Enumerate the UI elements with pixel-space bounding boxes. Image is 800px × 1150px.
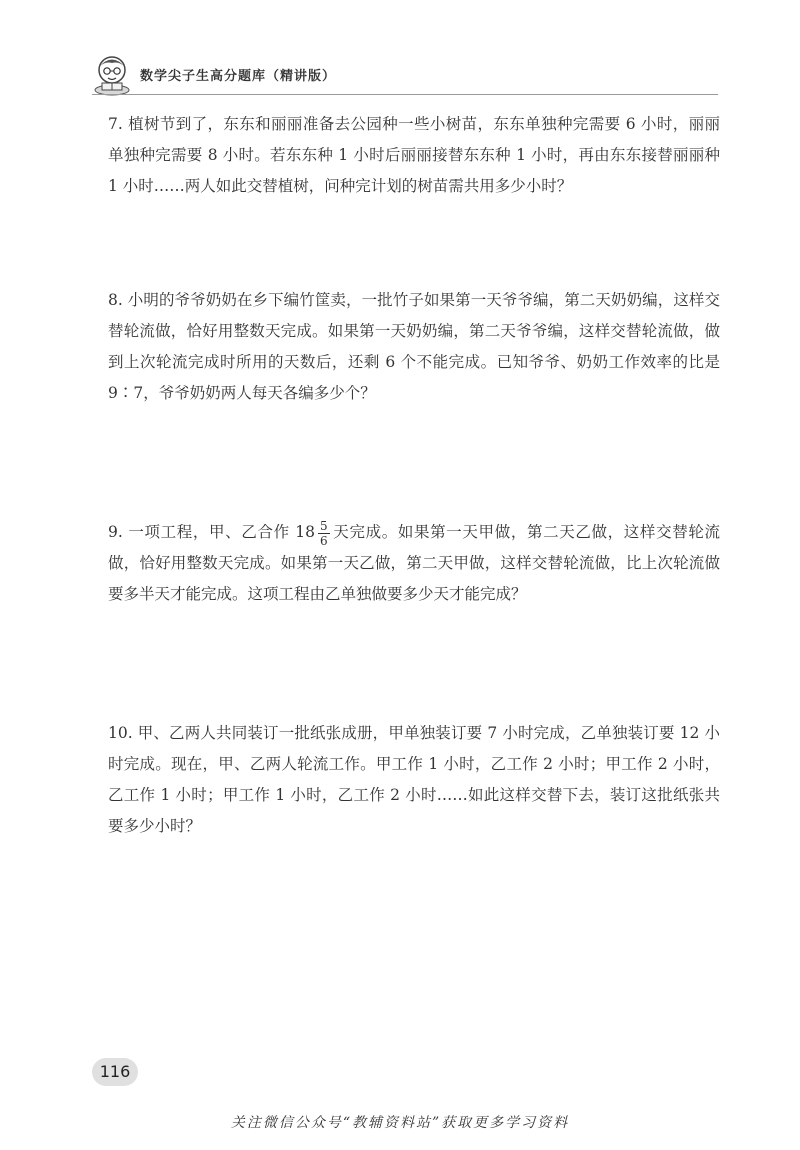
problem-9-text-start: 9. 一项工程，甲、乙合作 18 [108, 523, 316, 541]
problem-8: 8. 小明的爷爷奶奶在乡下编竹筐卖，一批竹子如果第一天爷爷编，第二天奶奶编，这样交替轮流做，恰好用整数天完成。如果第一天奶奶编，第二天爷爷编，这样交替轮流做，做到上次轮流完成时所用的天数后，还剩 6 个不能完成。已知爷爷、奶奶工作效率的比是 9∶7，爷爷奶奶两人每天各编多少个？ [108, 291, 720, 402]
problem-9-text-end: 天完成。如果第一天甲做，第二天乙做，这样交替轮流做，恰好用整数天完成。如果第一天乙做，第二天甲做，这样交替轮流做，比上次轮流做要多半天才能完成。这项工程由乙单独做要多少天才能完成？ [108, 523, 720, 603]
book-title: 数学尖子生高分题库（精讲版） [140, 68, 337, 84]
footer-note: 关注微信公众号“教辅资料站”获取更多学习资料 [230, 1115, 570, 1131]
mascot-icon [92, 52, 132, 96]
fraction [318, 519, 330, 548]
running-header [92, 52, 336, 96]
header-divider [92, 94, 718, 95]
problem-9 [108, 517, 720, 610]
problem-7: 7. 植树节到了，东东和丽丽准备去公园种一些小树苗，东东单独种完需要 6 小时，丽丽单独种完需要 8 小时。若东东种 1 小时后丽丽接替东东种 1 小时，再由东东接替丽丽种 1 小时……两人如此交替植树，问种完计划的树苗需共用多少小时？ [108, 115, 720, 195]
fraction-numerator: 5 [320, 518, 328, 533]
problem-10: 10. 甲、乙两人共同装订一批纸张成册，甲单独装订要 7 小时完成，乙单独装订要 12 小时完成。现在，甲、乙两人轮流工作。甲工作 1 小时，乙工作 2 小时；甲工作 2 小时，乙工作 1 小时；甲工作 1 小时，乙工作 2 小时……如此这样交替下去，装订这批纸张共要多少小时？ [108, 724, 720, 835]
page-number: 116 [92, 1058, 138, 1086]
fraction-denominator: 6 [320, 533, 328, 548]
